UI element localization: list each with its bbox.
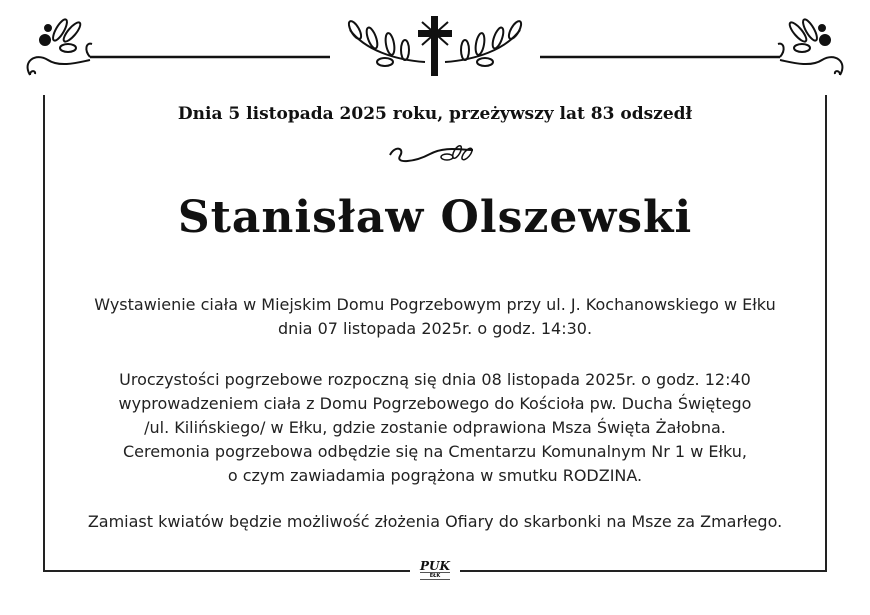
intro-text: Dnia 5 listopada 2025 roku, przeżywszy lat 83 odszedł	[177, 104, 693, 124]
frame-bottom-border-left	[43, 570, 410, 572]
text-line: Zamiast kwiatów będzie możliwość złożenia Ofiary do skarbonki na Msze za Zmarłego.	[87, 512, 783, 531]
top-ornament	[0, 0, 870, 100]
cross-wreath-icon	[347, 16, 524, 76]
deceased-name: Stanisław Olszewski	[177, 192, 693, 243]
text-line: Ceremonia pogrzebowa odbędzie się na Cmentarzu Komunalnym Nr 1 w Ełku,	[122, 442, 748, 461]
text-line: Wystawienie ciała w Miejskim Domu Pogrzebowym przy ul. J. Kochanowskiego w Ełku	[94, 295, 776, 314]
logo-title: PUK	[420, 559, 450, 573]
text-line: wyprowadzeniem ciała z Domu Pogrzebowego do Kościoła pw. Ducha Świętego	[118, 394, 752, 413]
text-line: o czym zawiadamia pogrążona w smutku RODZINA.	[227, 466, 643, 485]
small-vine-ornament-icon	[385, 140, 485, 170]
left-flourish-icon	[28, 18, 330, 75]
text-line: dnia 07 listopada 2025r. o godz. 14:30.	[277, 319, 593, 338]
paragraph-viewing	[0, 293, 870, 341]
frame-bottom-border-right	[460, 570, 827, 572]
puk-logo	[410, 560, 460, 580]
text-line: Uroczystości pogrzebowe rozpoczną się dnia 08 listopada 2025r. o godz. 12:40	[119, 370, 751, 389]
text-line: /ul. Kilińskiego/ w Ełku, gdzie zostanie odprawiona Msza Święta Żałobna.	[144, 418, 726, 437]
logo-subtitle: EŁK	[420, 572, 450, 580]
paragraph-donation	[0, 510, 870, 534]
right-flourish-icon	[540, 18, 842, 75]
paragraph-funeral	[0, 368, 870, 488]
